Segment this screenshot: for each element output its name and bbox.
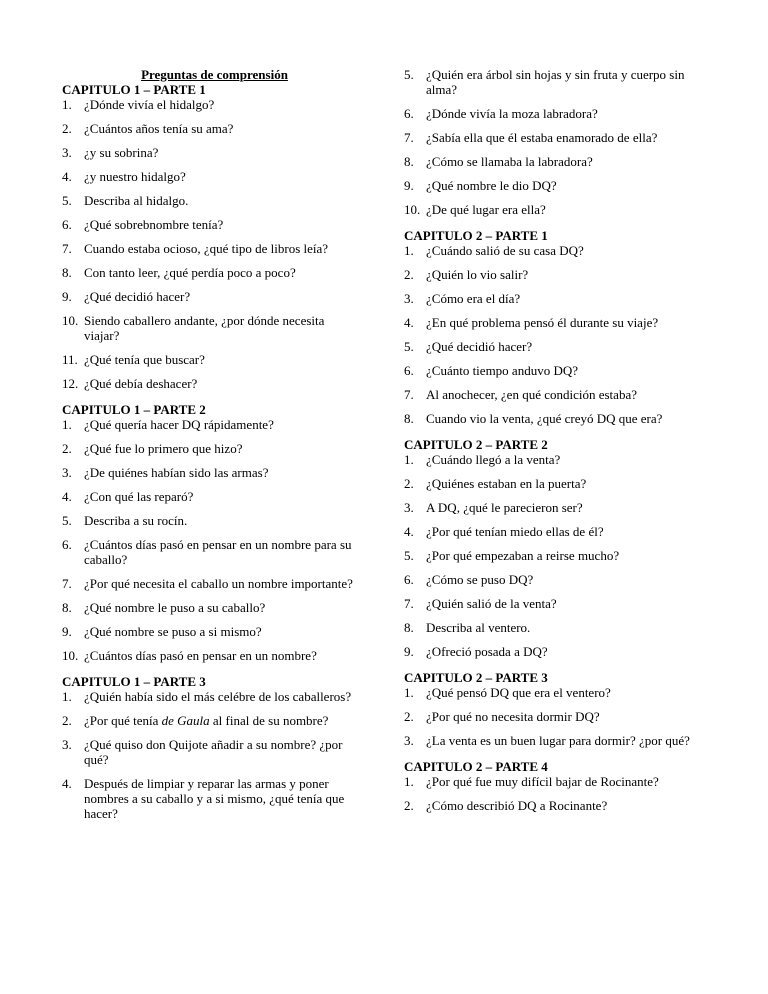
question-text	[426, 476, 714, 491]
question-text	[426, 709, 714, 724]
question-text-segment: ¿Por qué tenían miedo ellas de él?	[426, 524, 604, 539]
question-number: 1.	[62, 97, 72, 112]
question-item	[62, 624, 362, 639]
question-item	[404, 709, 714, 724]
section-heading: CAPITULO 2 – PARTE 1	[404, 228, 548, 243]
question-text	[426, 685, 714, 700]
question-text	[426, 596, 714, 611]
question-text-segment: ¿Dónde vivía el hidalgo?	[84, 97, 215, 112]
question-text-segment: ¿Cuánto tiempo anduvo DQ?	[426, 363, 578, 378]
question-text	[426, 644, 714, 659]
question-section	[404, 67, 714, 217]
question-text	[426, 202, 714, 217]
question-number: 7.	[404, 387, 414, 402]
question-text	[84, 489, 362, 504]
question-item	[62, 737, 362, 767]
question-item	[404, 67, 714, 97]
question-section	[404, 437, 714, 659]
question-text-segment: ¿Sabía ella que él estaba enamorado de ella?	[426, 130, 658, 145]
question-text	[426, 500, 714, 515]
question-item	[62, 648, 362, 663]
question-text-segment: ¿Quién había sido el más celébre de los caballeros?	[84, 689, 352, 704]
question-number: 2.	[404, 476, 414, 491]
question-item	[62, 689, 362, 704]
question-item	[404, 411, 714, 426]
question-item	[62, 193, 362, 208]
question-item	[62, 513, 362, 528]
question-number: 9.	[62, 624, 72, 639]
question-text-segment: ¿Por qué fue muy difícil bajar de Rocinante?	[426, 774, 659, 789]
section-heading: CAPITULO 1 – PARTE 2	[62, 402, 206, 417]
question-text-segment: ¿En qué problema pensó él durante su viaje?	[426, 315, 659, 330]
question-text-segment: ¿Por qué tenía	[84, 713, 162, 728]
section-heading: CAPITULO 2 – PARTE 4	[404, 759, 548, 774]
question-item	[404, 291, 714, 306]
question-item	[404, 596, 714, 611]
question-text	[84, 513, 362, 528]
question-text-segment: Al anochecer, ¿en qué condición estaba?	[426, 387, 637, 402]
question-text-segment: Siendo caballero andante, ¿por dónde necesita viajar?	[84, 313, 325, 343]
question-number: 6.	[404, 572, 414, 587]
question-item	[62, 352, 362, 367]
question-text	[84, 241, 362, 256]
question-number: 9.	[404, 644, 414, 659]
question-item	[62, 576, 362, 591]
question-text-segment: al final de su nombre?	[209, 713, 329, 728]
question-number: 8.	[62, 600, 72, 615]
question-text-segment: ¿Cuántos años tenía su ama?	[84, 121, 234, 136]
question-item	[62, 417, 362, 432]
question-text-segment: ¿Qué debía deshacer?	[84, 376, 198, 391]
question-number: 5.	[404, 548, 414, 563]
question-item	[62, 313, 362, 343]
question-text-segment: ¿Dónde vivía la moza labradora?	[426, 106, 598, 121]
question-number: 1.	[62, 689, 72, 704]
question-text-segment: ¿Por qué empezaban a reirse mucho?	[426, 548, 620, 563]
question-text-segment: ¿Quién salió de la venta?	[426, 596, 557, 611]
question-text-segment: ¿Qué quería hacer DQ rápidamente?	[84, 417, 274, 432]
question-text	[84, 441, 362, 456]
question-text	[426, 130, 714, 145]
question-item	[62, 145, 362, 160]
question-text-segment: ¿Cuándo salió de su casa DQ?	[426, 243, 584, 258]
question-number: 8.	[404, 620, 414, 635]
question-text-segment: ¿Por qué no necesita dormir DQ?	[426, 709, 600, 724]
question-item	[62, 600, 362, 615]
question-text-segment: ¿Qué fue lo primero que hizo?	[84, 441, 243, 456]
question-text	[84, 289, 362, 304]
question-number: 6.	[404, 106, 414, 121]
question-text-segment: ¿Qué sobrebnombre tenía?	[84, 217, 224, 232]
question-item	[62, 465, 362, 480]
question-text-segment: Describa al ventero.	[426, 620, 531, 635]
question-text	[84, 776, 362, 821]
question-item	[404, 548, 714, 563]
question-text-segment: ¿Por qué necesita el caballo un nombre importante?	[84, 576, 353, 591]
question-text	[426, 387, 714, 402]
question-text	[84, 624, 362, 639]
question-item	[404, 339, 714, 354]
question-number: 2.	[404, 709, 414, 724]
question-text-segment: Después de limpiar y reparar las armas y poner nombres a su caballo y a si mismo, ¿qué tenía que hacer?	[84, 776, 345, 821]
left-column	[62, 67, 362, 832]
question-text	[426, 411, 714, 426]
question-number: 2.	[62, 121, 72, 136]
question-item	[404, 154, 714, 169]
question-text	[84, 313, 362, 343]
question-text-segment: Describa al hidalgo.	[84, 193, 189, 208]
question-text	[426, 291, 714, 306]
question-number: 3.	[404, 500, 414, 515]
question-text	[84, 265, 362, 280]
section-heading: CAPITULO 2 – PARTE 3	[404, 670, 548, 685]
question-text	[426, 548, 714, 563]
question-text-segment: ¿y su sobrina?	[84, 145, 159, 160]
question-text	[84, 713, 362, 728]
question-item	[404, 315, 714, 330]
question-text	[84, 537, 362, 567]
question-item	[404, 500, 714, 515]
question-item	[62, 776, 362, 821]
question-number: 10.	[62, 648, 79, 663]
question-item	[404, 572, 714, 587]
question-number: 8.	[404, 411, 414, 426]
question-number: 4.	[62, 776, 72, 791]
question-number: 1.	[404, 685, 414, 700]
question-text-segment: ¿Cuántos días pasó en pensar en un nombre?	[84, 648, 317, 663]
question-text	[426, 154, 714, 169]
question-text-segment: A DQ, ¿qué le parecieron ser?	[426, 500, 583, 515]
question-item	[404, 387, 714, 402]
section-heading: CAPITULO 1 – PARTE 1	[62, 82, 206, 97]
question-number: 7.	[404, 596, 414, 611]
question-number: 5.	[404, 339, 414, 354]
question-item	[404, 130, 714, 145]
question-text	[84, 352, 362, 367]
question-number: 2.	[404, 798, 414, 813]
question-number: 6.	[62, 537, 72, 552]
question-item	[404, 685, 714, 700]
question-text-segment: ¿Qué nombre le puso a su caballo?	[84, 600, 266, 615]
question-text-segment: ¿De qué lugar era ella?	[426, 202, 546, 217]
question-number: 8.	[62, 265, 72, 280]
question-text	[426, 178, 714, 193]
question-number: 7.	[404, 130, 414, 145]
question-text-segment: ¿Cuántos días pasó en pensar en un nombre para su caballo?	[84, 537, 352, 567]
question-text-segment: ¿De quiénes habían sido las armas?	[84, 465, 269, 480]
question-number: 2.	[62, 713, 72, 728]
question-text-segment: ¿Quién lo vio salir?	[426, 267, 529, 282]
question-text	[84, 689, 362, 704]
question-number: 4.	[404, 315, 414, 330]
question-text-segment: ¿Qué quiso don Quijote añadir a su nombre? ¿por qué?	[84, 737, 343, 767]
question-number: 1.	[404, 243, 414, 258]
question-text-segment: ¿Con qué las reparó?	[84, 489, 194, 504]
question-text	[426, 106, 714, 121]
question-text	[84, 648, 362, 663]
question-item	[62, 169, 362, 184]
question-text-segment: ¿Qué decidió hacer?	[84, 289, 191, 304]
question-text-segment: ¿Cómo se puso DQ?	[426, 572, 534, 587]
question-text	[426, 774, 714, 789]
question-item	[62, 97, 362, 112]
section-heading: CAPITULO 1 – PARTE 3	[62, 674, 206, 689]
question-text-segment: ¿Cómo describió DQ a Rocinante?	[426, 798, 608, 813]
question-text-segment: ¿Qué decidió hacer?	[426, 339, 533, 354]
page-title: Preguntas de comprensión	[141, 67, 288, 82]
question-number: 5.	[62, 193, 72, 208]
question-number: 5.	[404, 67, 414, 82]
question-item	[62, 265, 362, 280]
question-text	[84, 737, 362, 767]
question-text	[426, 572, 714, 587]
question-text-segment: ¿Quién era árbol sin hojas y sin fruta y cuerpo sin alma?	[426, 67, 685, 97]
question-number: 3.	[404, 291, 414, 306]
question-text-segment: ¿Quiénes estaban en la puerta?	[426, 476, 587, 491]
question-text-segment: ¿La venta es un buen lugar para dormir? ¿por qué?	[426, 733, 690, 748]
right-sections	[404, 67, 714, 813]
question-text	[84, 193, 362, 208]
question-number: 3.	[62, 465, 72, 480]
question-text	[426, 339, 714, 354]
question-number: 4.	[62, 169, 72, 184]
question-text	[426, 315, 714, 330]
question-text	[84, 465, 362, 480]
question-text	[84, 376, 362, 391]
question-text-segment: ¿Qué pensó DQ que era el ventero?	[426, 685, 611, 700]
question-number: 1.	[404, 774, 414, 789]
question-text-italic: de Gaula	[161, 713, 210, 728]
question-section	[404, 228, 714, 426]
question-text	[84, 217, 362, 232]
question-text-segment: Con tanto leer, ¿qué perdía poco a poco?	[84, 265, 296, 280]
question-number: 9.	[404, 178, 414, 193]
question-number: 3.	[62, 737, 72, 752]
question-item	[404, 452, 714, 467]
question-number: 2.	[62, 441, 72, 456]
section-heading: CAPITULO 2 – PARTE 2	[404, 437, 548, 452]
question-text	[84, 576, 362, 591]
question-text	[426, 524, 714, 539]
question-item	[404, 476, 714, 491]
question-text-segment: Describa a su rocín.	[84, 513, 188, 528]
question-number: 1.	[62, 417, 72, 432]
question-text-segment: ¿Cuándo llegó a la venta?	[426, 452, 561, 467]
question-item	[404, 644, 714, 659]
question-section	[62, 402, 362, 663]
question-text-segment: ¿Qué nombre le dio DQ?	[426, 178, 557, 193]
question-item	[404, 106, 714, 121]
question-number: 1.	[404, 452, 414, 467]
question-number: 6.	[404, 363, 414, 378]
question-text	[426, 620, 714, 635]
question-section	[62, 82, 362, 391]
question-text	[426, 363, 714, 378]
question-text	[426, 67, 714, 97]
question-text	[84, 121, 362, 136]
question-text	[426, 452, 714, 467]
question-number: 10.	[62, 313, 79, 328]
question-number: 11.	[62, 352, 78, 367]
question-item	[404, 774, 714, 789]
question-item	[404, 524, 714, 539]
question-text-segment: ¿Qué tenía que buscar?	[84, 352, 205, 367]
question-number: 3.	[62, 145, 72, 160]
question-number: 6.	[62, 217, 72, 232]
question-text	[426, 267, 714, 282]
question-item	[62, 441, 362, 456]
question-number: 2.	[404, 267, 414, 282]
question-item	[62, 537, 362, 567]
question-number: 8.	[404, 154, 414, 169]
question-number: 7.	[62, 576, 72, 591]
question-text	[84, 169, 362, 184]
question-text	[84, 600, 362, 615]
question-number: 4.	[62, 489, 72, 504]
question-section	[404, 759, 714, 813]
question-item	[62, 489, 362, 504]
question-text-segment: ¿y nuestro hidalgo?	[84, 169, 186, 184]
question-section	[62, 674, 362, 821]
question-text	[84, 417, 362, 432]
question-number: 3.	[404, 733, 414, 748]
question-section	[404, 670, 714, 748]
question-text-segment: ¿Cómo era el día?	[426, 291, 521, 306]
question-item	[62, 289, 362, 304]
question-item	[404, 267, 714, 282]
question-item	[62, 217, 362, 232]
question-number: 7.	[62, 241, 72, 256]
question-number: 10.	[404, 202, 421, 217]
question-text	[426, 798, 714, 813]
right-column	[404, 67, 714, 824]
question-item	[62, 376, 362, 391]
question-item	[404, 202, 714, 217]
question-number: 12.	[62, 376, 79, 391]
question-text	[426, 733, 714, 748]
question-number: 9.	[62, 289, 72, 304]
question-text-segment: Cuando estaba ocioso, ¿qué tipo de libros leía?	[84, 241, 329, 256]
question-number: 4.	[404, 524, 414, 539]
question-item	[404, 620, 714, 635]
question-item	[404, 733, 714, 748]
question-text-segment: Cuando vio la venta, ¿qué creyó DQ que era?	[426, 411, 663, 426]
question-text-segment: ¿Cómo se llamaba la labradora?	[426, 154, 593, 169]
question-item	[62, 241, 362, 256]
left-sections	[62, 82, 362, 821]
question-number: 5.	[62, 513, 72, 528]
question-item	[404, 363, 714, 378]
question-item	[404, 243, 714, 258]
question-text-segment: ¿Ofreció posada a DQ?	[426, 644, 548, 659]
question-text	[84, 145, 362, 160]
question-item	[404, 178, 714, 193]
question-text	[84, 97, 362, 112]
question-item	[404, 798, 714, 813]
question-text	[426, 243, 714, 258]
question-text-segment: ¿Qué nombre se puso a si mismo?	[84, 624, 262, 639]
question-item	[62, 713, 362, 728]
question-item	[62, 121, 362, 136]
